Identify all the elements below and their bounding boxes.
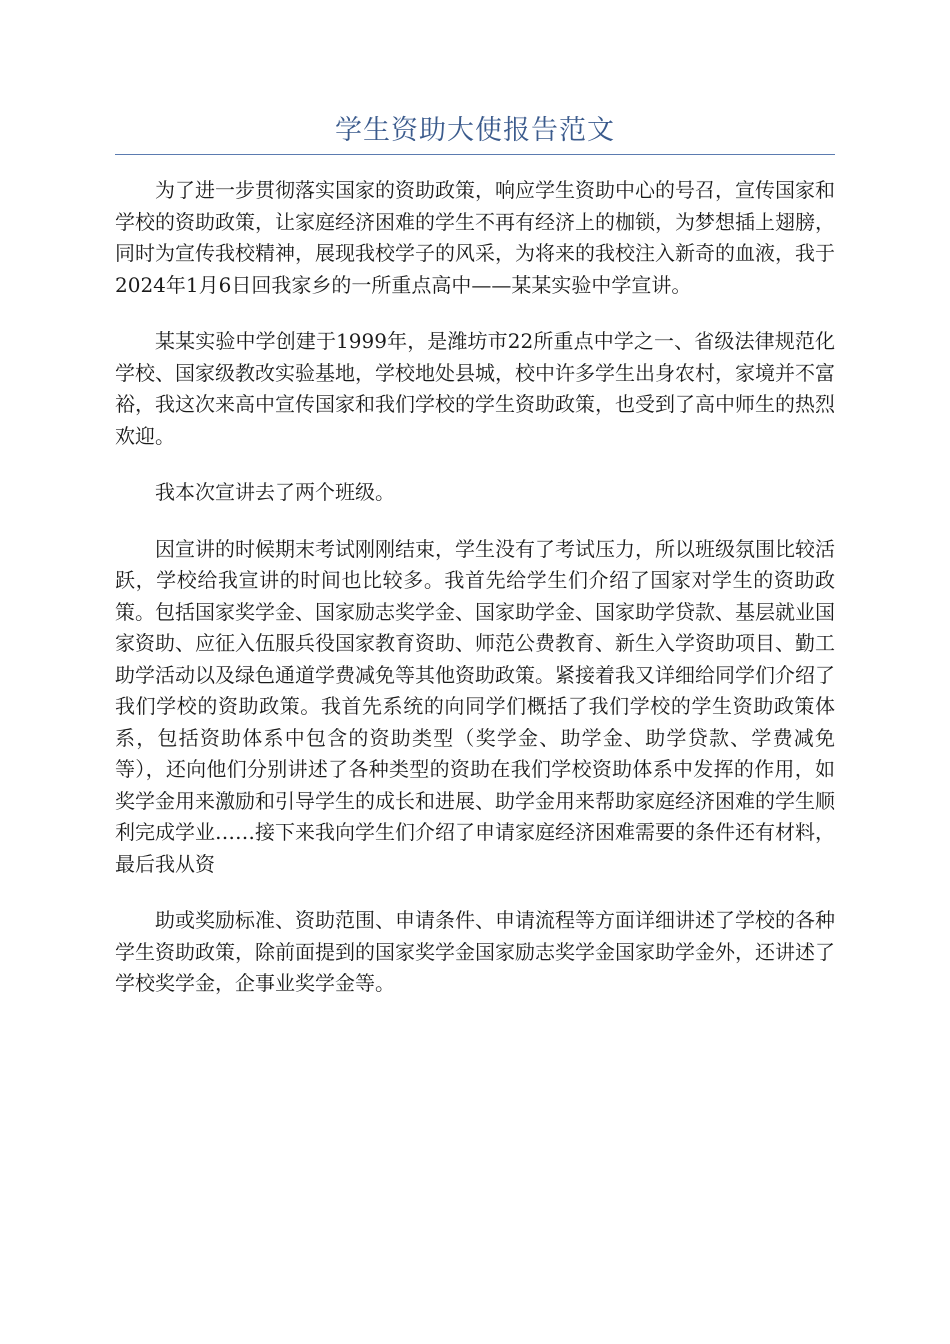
paragraph-school: 某某实验中学创建于1999年，是潍坊市22所重点中学之一、省级法律规范化学校、国家级教改实验基地，学校地处县城，校中许多学生出身农村，家境并不富裕，我这次来高中宣传国家和我们学校的学生资助政策，也受到了高中师生的热烈欢迎。	[115, 329, 835, 448]
paragraph-intro: 为了进一步贯彻落实国家的资助政策，响应学生资助中心的号召，宣传国家和学校的资助政策，让家庭经济困难的学生不再有经济上的枷锁，为梦想插上翅膀，同时为宣传我校精神，展现我校学子的风采，为将来的我校注入新奇的血液，我于2024年1月6日回我家乡的一所重点高中——某某实验中学宣讲。	[115, 178, 835, 297]
document-title: 学生资助大使报告范文	[335, 115, 615, 146]
paragraph-details: 助或奖励标准、资助范围、申请条件、申请流程等方面详细讲述了学校的各种学生资助政策，除前面提到的国家奖学金国家励志奖学金国家助学金外，还讲述了学校奖学金，企事业奖学金等。	[115, 908, 835, 995]
title-underline	[115, 154, 835, 155]
paragraph-policies: 因宣讲的时候期末考试刚刚结束，学生没有了考试压力，所以班级氛围比较活跃，学校给我宣讲的时间也比较多。我首先给学生们介绍了国家对学生的资助政策。包括国家奖学金、国家励志奖学金、国家助学金、国家助学贷款、基层就业国家资助、应征入伍服兵役国家教育资助、师范公费教育、新生入学资助项目、勤工助学活动以及绿色通道学费减免等其他资助政策。紧接着我又详细给同学们介绍了我们学校的资助政策。我首先系统的向同学们概括了我们学校的学生资助政策体系，包括资助体系中包含的资助类型（奖学金、助学金、助学贷款、学费减免等），还向他们分别讲述了各种类型的资助在我们学校资助体系中发挥的作用，如奖学金用来激励和引导学生的成长和进展、助学金用来帮助家庭经济困难的学生顺利完成学业……接下来我向学生们介绍了申请家庭经济困难需要的条件还有材料，最后我从资	[115, 536, 835, 876]
document-page	[115, 108, 835, 1025]
paragraph-classes: 我本次宣讲去了两个班级。	[155, 480, 395, 504]
